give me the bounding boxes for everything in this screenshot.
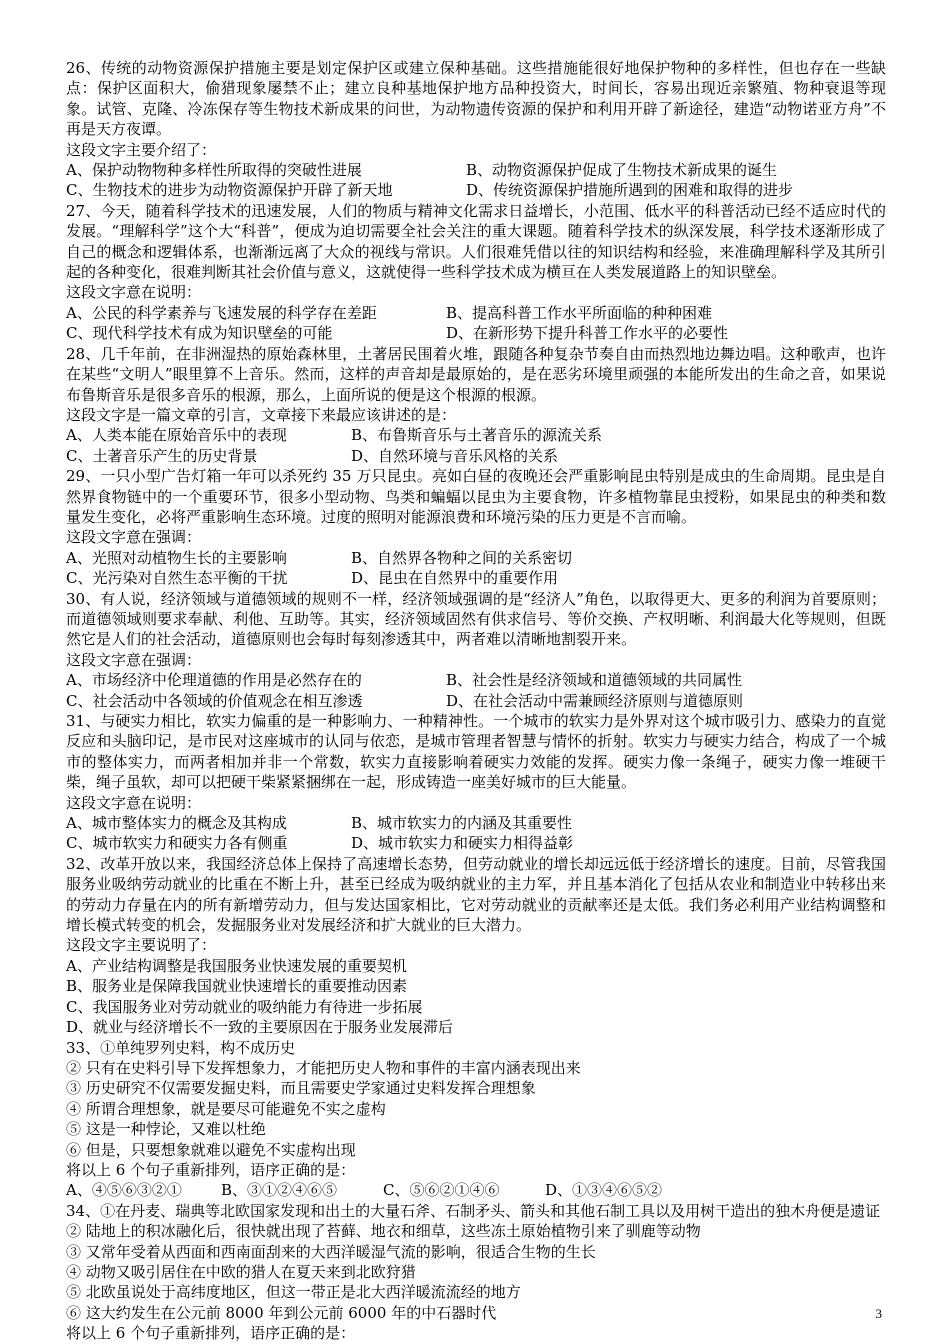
question-34-sentence-5: ⑤ 北欧虽说处于高纬度地区，但这一带正是北大西洋暖流流经的地方 [66,1283,521,1302]
question-27-options-row-2 [66,323,886,343]
question-29-passage: 29、一只小型广告灯箱一年可以杀死约 35 万只昆虫。亮如白昼的夜晚还会严重影响昆虫特别是成虫的生命周期。昆虫是自然界食物链中的一个重要环节，很多小型动物、鸟类和蝙蝠以昆虫为主要食物，许多植物靠昆虫授粉，如果昆虫的种类和数量发生变化，必将严重影响生态环境。过度的照明对能源浪费和环境污染的压力更是不言而喻。 [66,467,886,526]
question-26-passage: 26、传统的动物资源保护措施主要是划定保护区或建立保种基础。这些措施能很好地保护物种的多样性，但也存在一些缺点：保护区面积大，偷猎现象屡禁不止；建立良种基地保护地方品种投资大，时间长，容易出现近亲繁殖、物种衰退等现象。试管、克隆、冷冻保存等生物技术新成果的问世，为动物遗传资源的保护和利用开辟了新途径，建造“动物诺亚方舟”不再是天方夜谭。 [66,59,886,139]
option-b: B、城市软实力的内涵及其重要性 [351,814,573,833]
question-28-prompt: 这段文字是一篇文章的引言，文章接下来最应该讲述的是： [66,405,457,424]
question-33-sentence-5: ⑤ 这是一种悖论，又难以杜绝 [66,1120,266,1139]
question-27-prompt: 这段文字意在说明： [66,283,202,302]
option-c: C、土著音乐产生的历史背景 [66,446,258,465]
option-b: B、提高科普工作水平所面临的种种困难 [446,303,713,322]
question-30-passage: 30、有人说，经济领域与道德领域的规则不一样，经济领域强调的是“经济人”角色，以取得更大、更多的利润为首要原则；而道德领域则要求奉献、利他、互助等。其实，经济领域固然有供求信号、等价交换、产权明晰、利润最大化等规则，但既然它是人们的社会活动，道德原则也会每时每刻渗透其中，两者难以清晰地割裂开来。 [66,589,886,649]
question-34-sentence-4: ④ 动物又吸引居住在中欧的猎人在夏天来到北欧狩猎 [66,1262,416,1281]
option-c: C、光污染对自然生态平衡的干扰 [66,569,288,588]
option-a: A、④⑤⑥③②① [66,1181,182,1200]
option-d: D、城市软实力和硬实力相得益彰 [351,834,574,853]
option-d: D、就业与经济增长不一致的主要原因在于服务业发展滞后 [66,1018,454,1037]
question-34-sentence-6: ⑥ 这大约发生在公元前 8000 年到公元前 6000 年的中石器时代 [66,1303,497,1322]
question-29-options-row-2 [66,568,886,588]
question-31-passage: 31、与硬实力相比，软实力偏重的是一种影响力、一种精神性。一个城市的软实力是外界对这个城市吸引力、感染力的直觉反应和头脑印记，是市民对这座城市的认同与依恋，是城市管理者智慧与情怀的折射。软实力与硬实力结合，构成了一个城市的整体实力，而两者相加并非一个常数，软实力直接影响着硬实力效能的发挥。硬实力像一条绳子，硬实力像一堆硬干柴，绳子虽软，却可以把硬干柴紧紧捆绑在一起，形成铸造一座美好城市的巨大能量。 [66,712,886,792]
question-32-prompt: 这段文字主要说明了： [66,936,217,955]
question-31-prompt: 这段文字意在说明： [66,793,202,812]
option-b: B、③①②④⑥⑤ [221,1181,338,1200]
question-33-sentence-1: 33、①单纯罗列史料，构不成历史 [66,1038,296,1057]
option-c: C、现代科学技术有成为知识壁垒的可能 [66,324,333,343]
option-a: A、光照对动植物生长的主要影响 [66,548,287,567]
question-30-options-row-2 [66,691,886,711]
option-c: C、⑤⑥②①④⑥ [383,1181,500,1200]
question-33-sentence-4: ④ 所谓合理想象，就是要尽可能避免不实之虚构 [66,1099,386,1118]
option-d: D、在新形势下提升科普工作水平的必要性 [446,324,729,343]
question-32-passage: 32、改革开放以来，我国经济总体上保持了高速增长态势，但劳动就业的增长却远远低于经济增长的速度。目前，尽管我国服务业吸纳劳动就业的比重在不断上升，甚至已经成为吸纳就业的主力军，并且基本消化了包括从农业和制造业中转移出来的劳动力存量在内的所有新增劳动力，但与发达国家相比，它对劳动就业的贡献率还是太低。我们务必利用产业结构调整和增长模式转变的机会，发掘服务业对发展经济和扩大就业的巨大潜力。 [66,854,886,935]
question-34-sentence-1: 34、①在丹麦、瑞典等北欧国家发现和出土的大量石斧、石制矛头、箭头和其他石制工具以及用树干造出的独木舟便是遗证 [66,1201,881,1220]
question-30-options-row-1 [66,670,886,690]
question-33-sentence-3: ③ 历史研究不仅需要发掘史料，而且需要史学家通过史料发挥合理想象 [66,1079,536,1098]
question-31-options-row-1 [66,813,886,833]
question-28-options-row-2 [66,446,886,466]
question-34-prompt: 将以上 6 个句子重新排列，语序正确的是： [66,1324,356,1343]
question-26-options-row-1 [66,160,886,180]
option-b: B、社会性是经济领域和道德领域的共同属性 [446,671,743,690]
question-29-prompt: 这段文字意在强调： [66,528,202,547]
question-28-passage: 28、几千年前，在非洲湿热的原始森林里，土著居民围着火堆，跟随各种复杂节奏自由而热烈地边舞边唱。这种歌声，也许在某些“文明人”眼里算不上音乐。然而，这样的声音却是最原始的，是在恶劣环境里顽强的本能所发出的生命之音，如果说布鲁斯音乐是很多音乐的根源，那么，上面所说的便是这个根源的根源。 [66,344,886,404]
question-31-options-row-2 [66,833,886,853]
question-33-prompt: 将以上 6 个句子重新排列，语序正确的是： [66,1160,356,1179]
question-27-passage: 27、今天，随着科学技术的迅速发展，人们的物质与精神文化需求日益增长，小范围、低水平的科普活动已经不适应时代的发展。“理解科学”这个大“科普”，便成为迫切需要全社会关注的重大课题。随着科学技术的纵深发展，科学技术逐渐形成了自己的概念和逻辑体系，也渐渐远离了大众的视线与常识。人们很难凭借以往的知识结构和经验，来准确理解科学及其所引起的各种变化，很难判断其社会价值与意义，这就使得一些科学技术成为横亘在人类发展道路上的知识壁垒。 [66,201,886,282]
option-c: C、社会活动中各领域的价值观念在相互渗透 [66,691,363,710]
option-b: B、动物资源保护促成了生物技术新成果的诞生 [466,161,778,180]
question-26-options-row-2 [66,180,886,200]
option-d: D、自然环境与音乐风格的关系 [351,446,559,465]
option-c: C、城市软实力和硬实力各有侧重 [66,834,288,853]
question-27-options-row-1 [66,303,886,323]
question-26-prompt: 这段文字主要介绍了： [66,140,217,159]
page-number: 3 [875,1306,882,1321]
question-33-sentence-6: ⑥ 但是，只要想象就难以避免不实虚构出现 [66,1140,356,1159]
option-c: C、我国服务业对劳动就业的吸纳能力有待进一步拓展 [66,997,423,1016]
option-b: B、自然界各物种之间的关系密切 [351,548,573,567]
question-34-sentence-3: ③ 又常年受着从西面和西南面刮来的大西洋暖湿气流的影响，很适合生物的生长 [66,1242,596,1261]
option-c: C、生物技术的进步为动物资源保护开辟了新天地 [66,181,393,200]
question-28-options-row-1 [66,425,886,445]
option-d: D、昆虫在自然界中的重要作用 [351,569,559,588]
question-33-options-row [66,1180,886,1200]
question-30-prompt: 这段文字意在强调： [66,650,202,669]
document-body [66,58,886,1344]
option-a: A、人类本能在原始音乐中的表现 [66,426,287,445]
option-a: A、城市整体实力的概念及其构成 [66,814,287,833]
option-b: B、布鲁斯音乐与土著音乐的源流关系 [351,426,603,445]
option-d: D、①③④⑥⑤② [545,1181,663,1200]
option-b: B、服务业是保障我国就业快速增长的重要推动因素 [66,977,408,996]
option-a: A、市场经济中伦理道德的作用是必然存在的 [66,671,362,690]
question-33-sentence-2: ② 只有在史料引导下发挥想象力，才能把历史人物和事件的丰富内涵表现出来 [66,1058,581,1077]
option-d: D、在社会活动中需兼顾经济原则与道德原则 [446,691,744,710]
option-d: D、传统资源保护措施所遇到的困难和取得的进步 [466,181,794,200]
question-29-options-row-1 [66,548,886,568]
question-34-sentence-2: ② 陆地上的积冰融化后，很快就出现了苔藓、地衣和细草，这些冻土原始植物引来了驯鹿等动物 [66,1222,701,1241]
option-a: A、公民的科学素养与飞速发展的科学存在差距 [66,303,377,322]
option-a: A、产业结构调整是我国服务业快速发展的重要契机 [66,956,407,975]
option-a: A、保护动物物种多样性所取得的突破性进展 [66,161,362,180]
